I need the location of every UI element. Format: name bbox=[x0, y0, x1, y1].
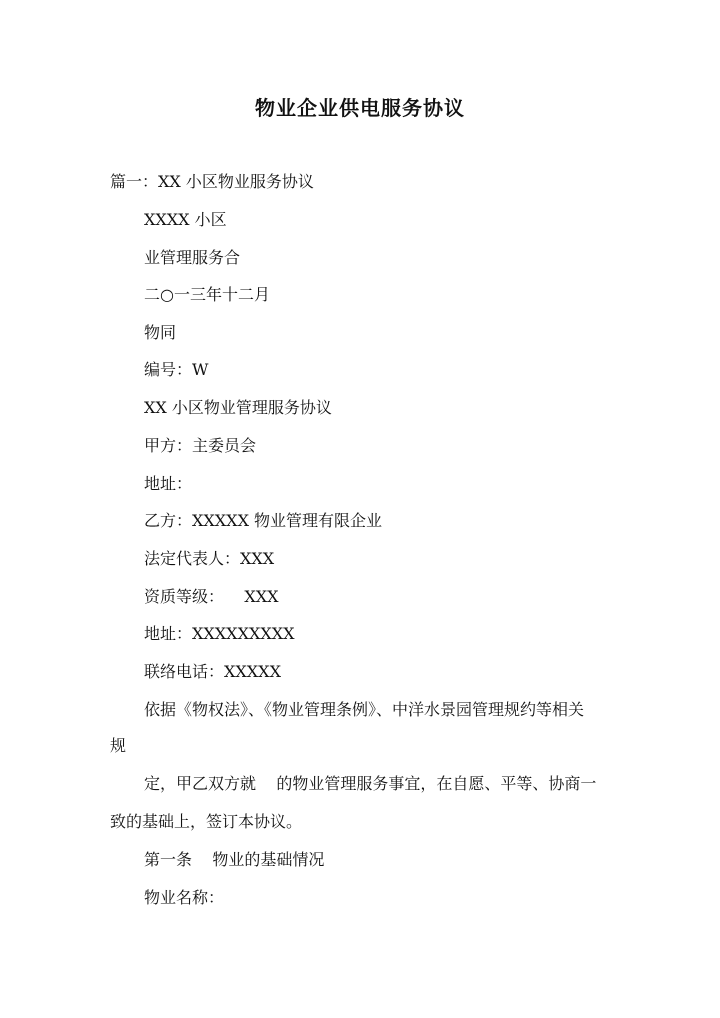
text-line: XX 小区物业管理服务协议 bbox=[144, 398, 332, 417]
article-heading: 第一条 物业的基础情况 bbox=[144, 850, 325, 869]
text-line: 地址：XXXXXXXXX bbox=[144, 624, 295, 643]
paragraph-line: 依据《物权法》、《物业管理条例》、中洋水景园管理规约等相关 bbox=[144, 700, 585, 719]
text-line: 二○一三年十二月 bbox=[144, 285, 270, 304]
text-line: 联络电话：XXXXX bbox=[144, 662, 281, 681]
paragraph-line: 定，甲乙双方就 的物业管理服务事宜，在自愿、平等、协商一 bbox=[144, 774, 597, 793]
text-line: 资质等级： XXX bbox=[144, 587, 279, 606]
text-line: 业管理服务合 bbox=[144, 248, 241, 267]
text-line: 物业名称： bbox=[144, 888, 225, 907]
paragraph-line: 规 bbox=[110, 736, 127, 755]
text-line: 物同 bbox=[144, 323, 177, 342]
section-heading: 篇一：XX 小区物业服务协议 bbox=[110, 172, 314, 191]
paragraph-line: 致的基础上，签订本协议。 bbox=[110, 812, 303, 831]
text-line: 地址： bbox=[144, 474, 193, 493]
text-line: 乙方：XXXXX 物业管理有限企业 bbox=[144, 511, 383, 530]
text-line: 法定代表人：XXX bbox=[144, 549, 275, 568]
document-title: 物业企业供电服务协议 bbox=[255, 96, 465, 120]
text-line: 甲方：主委员会 bbox=[144, 436, 257, 455]
text-line: 编号：W bbox=[144, 360, 209, 379]
text-line: XXXX 小区 bbox=[144, 210, 227, 229]
